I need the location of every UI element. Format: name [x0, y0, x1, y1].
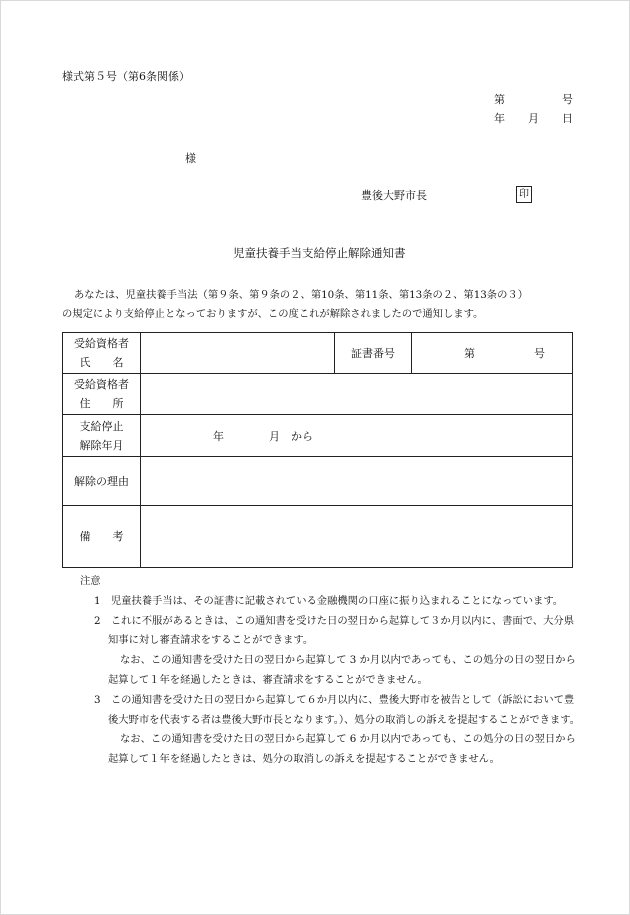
- release-reason-field[interactable]: [141, 457, 573, 506]
- recipient-name-field[interactable]: [141, 333, 335, 374]
- seal-mark: 印: [516, 186, 532, 203]
- table-row: [63, 506, 573, 568]
- body-line-1: あなたは、児童扶養手当法（第９条、第９条の２、第10条、第11条、第13条の２、第13条の３）: [74, 289, 528, 301]
- remarks-field[interactable]: [141, 506, 573, 568]
- note-item-3: 3 この通知書を受けた日の翌日から起算して６か月以内に、豊後大野市を被告として（訴訟において豊後大野市を代表する者は豊後大野市長となります。）、処分の取消しの訴えを提起することができます。: [94, 693, 581, 726]
- note-item-3-sub: なお、この通知書を受けた日の翌日から起算して 6 か月以内であっても、この処分の日の翌日から起算して１年を経過したときは、処分の取消しの訴えを提起することができません。: [108, 733, 576, 766]
- release-reason-label: 解除の理由: [63, 457, 141, 506]
- note-item-1: 1 児童扶養手当は、その証書に記載されている金融機関の口座に振り込まれることになっています。: [94, 594, 564, 607]
- table-row: [63, 374, 573, 415]
- doc-number-prefix: 第: [494, 93, 505, 106]
- document-title: 児童扶養手当支給停止解除通知書: [233, 246, 406, 260]
- body-line-2: の規定により支給停止となっておりますが、この度これが解除されましたので通知します。: [62, 308, 484, 320]
- table-row: [63, 457, 573, 506]
- doc-number-suffix: 号: [562, 93, 573, 106]
- table-row: [63, 333, 573, 374]
- issuer-name: 豊後大野市長: [361, 189, 427, 202]
- date-day: 日: [562, 112, 573, 125]
- recipient-address-field[interactable]: [141, 374, 573, 415]
- notes-section: [70, 572, 580, 770]
- addressee-suffix: 様: [185, 152, 196, 165]
- notes-header: 注意: [80, 575, 101, 587]
- certificate-number-label: 証書番号: [335, 333, 412, 374]
- release-date-label: 支給停止 解除年月: [63, 415, 141, 457]
- release-date-field[interactable]: 年 月 から: [141, 415, 573, 457]
- note-item-2-sub: なお、この通知書を受けた日の翌日から起算して 3 か月以内であっても、この処分の日の翌日から起算して１年を経過したときは、審査請求をすることができません。: [108, 654, 576, 686]
- form-number: 様式第５号（第6条関係）: [62, 70, 190, 83]
- note-item-2: 2 これに不服があるときは、この通知書を受けた日の翌日から起算して３か月以内に、書面で、大分県知事に対し審査請求をすることができます。: [94, 614, 574, 647]
- form-table: [62, 332, 573, 568]
- date-month: 月: [528, 112, 539, 125]
- table-row: [63, 415, 573, 457]
- recipient-address-label: 受給資格者 住 所: [63, 374, 141, 415]
- recipient-name-label: 受給資格者 氏 名: [63, 333, 141, 374]
- certificate-number-field[interactable]: 第 号: [412, 333, 573, 374]
- date-year: 年: [494, 112, 505, 125]
- remarks-label: 備 考: [63, 506, 141, 568]
